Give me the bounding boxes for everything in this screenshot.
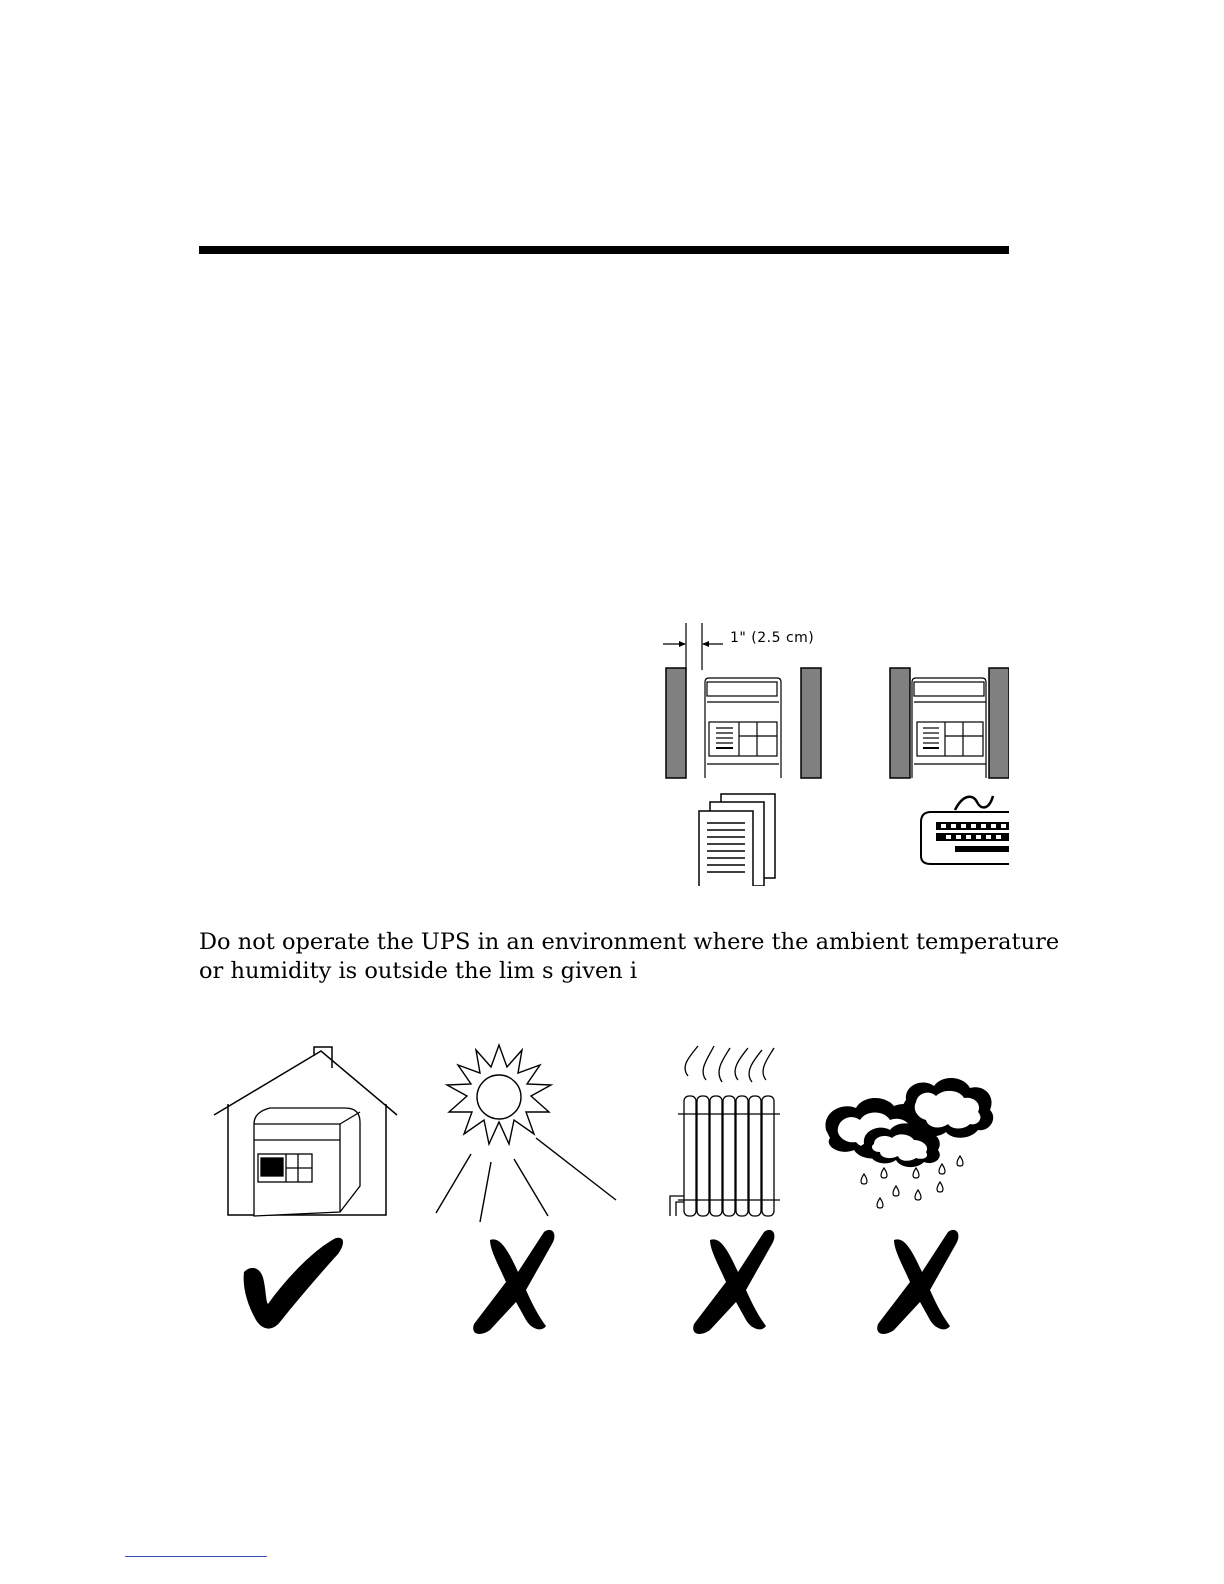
environment-warning-text <box>199 928 1060 986</box>
environment-drawing <box>200 1040 1010 1340</box>
wall-left-1 <box>666 668 686 778</box>
cross-mark-icon <box>877 1230 958 1334</box>
documents-icon <box>699 794 775 886</box>
section-rule <box>199 246 1009 254</box>
cross-mark-icon <box>473 1230 554 1334</box>
clearance-label: 1" (2.5 cm) <box>730 630 815 646</box>
ups-unit-1 <box>705 678 781 778</box>
sun-icon <box>436 1045 616 1222</box>
wall-left-2 <box>890 668 910 778</box>
radiator-icon <box>670 1046 780 1216</box>
wall-right-2 <box>989 668 1009 778</box>
ups-indoor-icon <box>254 1108 360 1216</box>
ups-unit-2 <box>912 678 986 778</box>
cross-mark-icon <box>693 1230 774 1334</box>
rain-cloud-icon <box>825 1078 993 1208</box>
warning-line-2: or humidity is outside the lim s given i <box>199 958 638 984</box>
clearance-drawing <box>655 618 1009 886</box>
warning-line-1: Do not operate the UPS in an environment where the ambient temperature <box>199 929 1060 955</box>
environment-conditions <box>200 1040 1010 1340</box>
wall-right-1 <box>801 668 821 778</box>
footer-link-line <box>125 1556 267 1557</box>
keyboard-icon <box>921 796 1009 864</box>
clearance-diagram <box>655 618 1009 886</box>
check-mark-icon <box>244 1238 343 1329</box>
